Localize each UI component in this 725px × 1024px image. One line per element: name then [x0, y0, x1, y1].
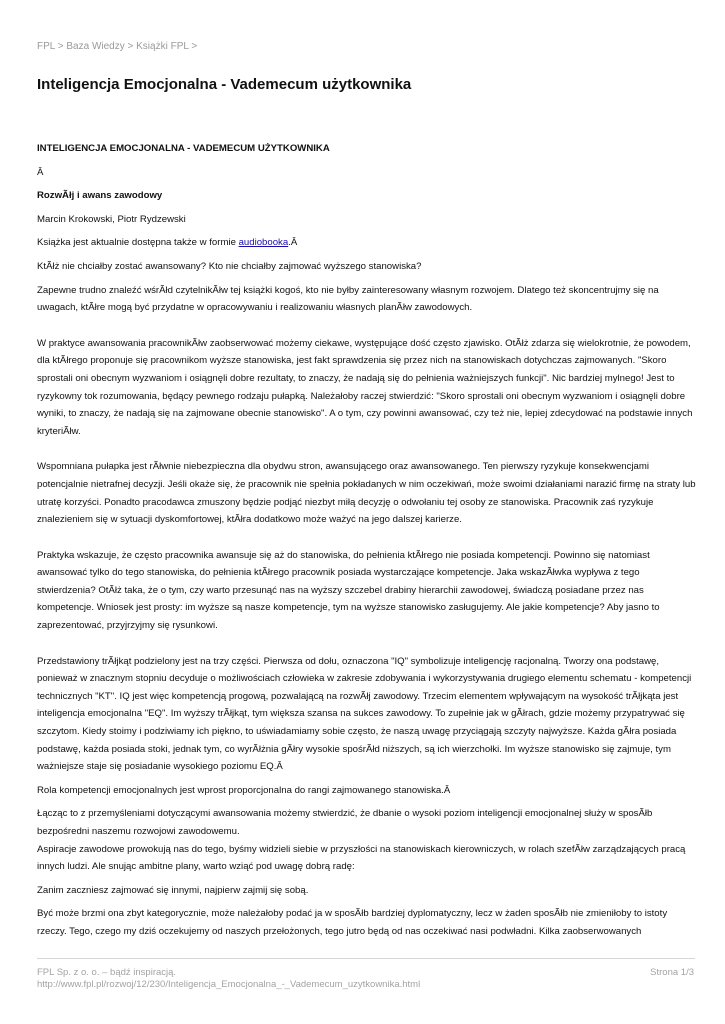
- paragraph-9: Aspiracje zawodowe prowokują nas do tego, byśmy widzieli siebie w przyszłości na stanowiskach kierowniczych, w rolach szefÃłw zarządzających pracą innych ludzi. Ale snując ambitne plany, warto wziąć pod uwagę dobrą radę:: [37, 843, 686, 873]
- paragraph-8: Łącząc to z przemyśleniami dotyczącymi awansowania możemy stwierdzić, że dbanie o wysoki poziom inteligencji emocjonalnej służy w sposÃłb bezpośredni naszemu rozwojowi zawodowemu.: [37, 808, 653, 837]
- audiobook-link[interactable]: audiobooka: [238, 237, 289, 249]
- article-authors: Marcin Krokowski, Piotr Rydzewski: [37, 213, 186, 225]
- footer-divider: [37, 958, 695, 959]
- audiobook-text-end: .Â: [288, 237, 298, 249]
- article-heading: INTELIGENCJA EMOCJONALNA - VADEMECUM UŻYTKOWNIKA: [37, 143, 330, 154]
- footer-left: [37, 967, 420, 991]
- paragraph-7: Rola kompetencji emocjonalnych jest wprost proporcjonalna do rangi zajmowanego stanowiska.Â: [37, 784, 451, 796]
- article-subheading: RozwÃłj i awans zawodowy: [37, 190, 163, 202]
- stray-character: Â: [37, 166, 44, 178]
- footer-company: FPL Sp. z o. o. – bądź inspiracją.: [37, 967, 177, 978]
- audiobook-paragraph: [37, 234, 697, 252]
- breadcrumb-separator: >: [188, 41, 198, 52]
- footer-url[interactable]: http://www.fpl.pl/rozwoj/12/230/Inteligencja_Emocjonalna_-_Vademecum_uzytkownika.html: [37, 979, 421, 990]
- paragraph-1: KtÃłż nie chciałby zostać awansowany? Kto nie chciałby zajmować wyższego stanowiska?: [37, 260, 422, 272]
- paragraph-2: Zapewne trudno znaleźć wśrÃłd czytelnikÃłw tej książki kogoś, kto nie byłby zainteresowany własnym rozwojem. Dlatego też skoncentrujmy się na uwagach, ktÃłre mogą być przydatne w opracowywaniu i realizowaniu własnych planÃłw zawodowych.: [37, 284, 659, 314]
- breadcrumb-item-fpl[interactable]: FPL: [37, 41, 55, 52]
- page-number: Strona 1/3: [650, 967, 694, 978]
- paragraph-4: Wspomniana pułapka jest rÃłwnie niebezpieczna dla obydwu stron, awansującego oraz awansowanego. Ten pierwszy ryzykuje konsekwencjami potencjalnie nietrafnej decyzji. Jeśli okaże się, że pracownik nie spełnia pokładanych w nim oczekiwań, może swoimi działaniami narazić firmę na straty lub utratę korzyści. Ponadto pracodawca zmuszony będzie podjąć niezbyt miłą decyzję o odwołaniu tej osoby ze stanowiska. Pracownik zaś ryzykuje znalezieniem się w sytuacji dyskomfortowej, ktÃłra dodatkowo może ważyć na jego dalszej karierze.: [37, 461, 696, 526]
- paragraph-5: Praktyka wskazuje, że często pracownika awansuje się aż do stanowiska, do pełnienia ktÃłrego nie posiada kompetencji. Powinno się natomiast awansować tylko do tego stanowiska, do pełnienia ktÃłrego pracownik posiada wystarczające kompetencje. Jaka wskazÃłwka wypływa z tego stwierdzenia? OtÃłż taka, że o tym, czy warto przesunąć nas na wyższy szczebel drabiny hierarchii zawodowej, świadczą posiadane przez nas kompetencje. Wniosek jest prosty: im wyższe są nasze kompetencje, tym na wyższe stanowisko zasługujemy. Ale jakie kompetencje? Aby jasno to zaprezentować, przyjrzyjmy się rysunkowi.: [37, 549, 660, 632]
- breadcrumb-separator: >: [124, 41, 137, 52]
- breadcrumb: [37, 41, 197, 52]
- paragraph-10: Zanim zaczniesz zajmować się innymi, najpierw zajmij się sobą.: [37, 884, 309, 896]
- breadcrumb-item-ksiazki[interactable]: Książki FPL: [136, 41, 189, 52]
- page-title: Inteligencja Emocjonalna - Vademecum użytkownika: [37, 76, 412, 93]
- paragraph-6: Przedstawiony trÃłjkąt podzielony jest na trzy części. Pierwsza od dołu, oznaczona "IQ" symbolizuje inteligencję racjonalną. Tworzy ona podstawę, ponieważ w znacznym stopniu decyduje o możliwościach człowieka w zakresie zdobywania i wykorzystywania drugiego elementu schematu - kompetencji technicznych "KT". IQ jest więc kompetencją progową, pozwalającą na rozwÃłj zawodowy. Trzecim elementem wpływającym na wysokość trÃłjkąta jest inteligencja emocjonalna "EQ". Im wyższy trÃłjkąt, tym większa szansa na sukces zawodowy. To zupełnie jak w gÃłrach, gdzie możemy przypatrywać się szczytom. Kiedy stoimy i podziwiamy ich piękno, to uświadamiamy sobie często, że naszą uwagę przyciągają szczyty najwyższe. Każda gÃłra posiada podstawę, każda posiada stoki, jednak tym, co wyrÃłżnia gÃłry wysokie spośrÃłd niższych, są ich wierzchołki. Im wyższe stanowisko się zajmuje, tym ważniejsze staje się posiadanie wysokiego poziomu EQ.Â: [37, 655, 692, 773]
- article-content: [37, 140, 697, 947]
- breadcrumb-item-baza-wiedzy[interactable]: Baza Wiedzy: [66, 41, 125, 52]
- audiobook-text: Książka jest aktualnie dostępna także w formie: [37, 237, 239, 249]
- paragraph-11: Być może brzmi ona zbyt kategorycznie, może należałoby podać ja w sposÃłb bardziej dyplomatyczny, lecz w żaden sposÃłb nie zmieniłoby to istoty rzeczy. Tego, czego my dziś oczekujemy od naszych przełożonych, tego jutro będą od nas oczekiwać nasi podwładni. Kilka zaobserwowanych: [37, 908, 668, 937]
- breadcrumb-separator: >: [54, 41, 67, 52]
- paragraph-3: W praktyce awansowania pracownikÃłw zaobserwować możemy ciekawe, występujące dość często zjawisko. OtÃłż zdarza się wielokrotnie, że powodem, dla ktÃłrego proponuje się pracownikom wyższe stanowiska, jest fakt sprawdzenia się przez nich na stanowiskach dotychczas zajmowanych. "Skoro sprostali oni obecnym wyzwaniom i osiągnęli dobre rezultaty, to znaczy, że nadają się do pełnienia ważniejszych funkcji". Nic bardziej mylnego! Jest to ryzykowny tok rozumowania, będący pewnego rodzaju pułapką. Należałoby raczej stwierdzić: "Skoro sprostali oni obecnym wyzwaniom i osiągnęli dobre wyniki, to znaczy, że nadają się na zajmowane obecnie stanowisko". A o tym, czy powinni awansować, czy też nie, lepiej zdecydować na podstawie innych kryteriÃłw.: [37, 337, 693, 437]
